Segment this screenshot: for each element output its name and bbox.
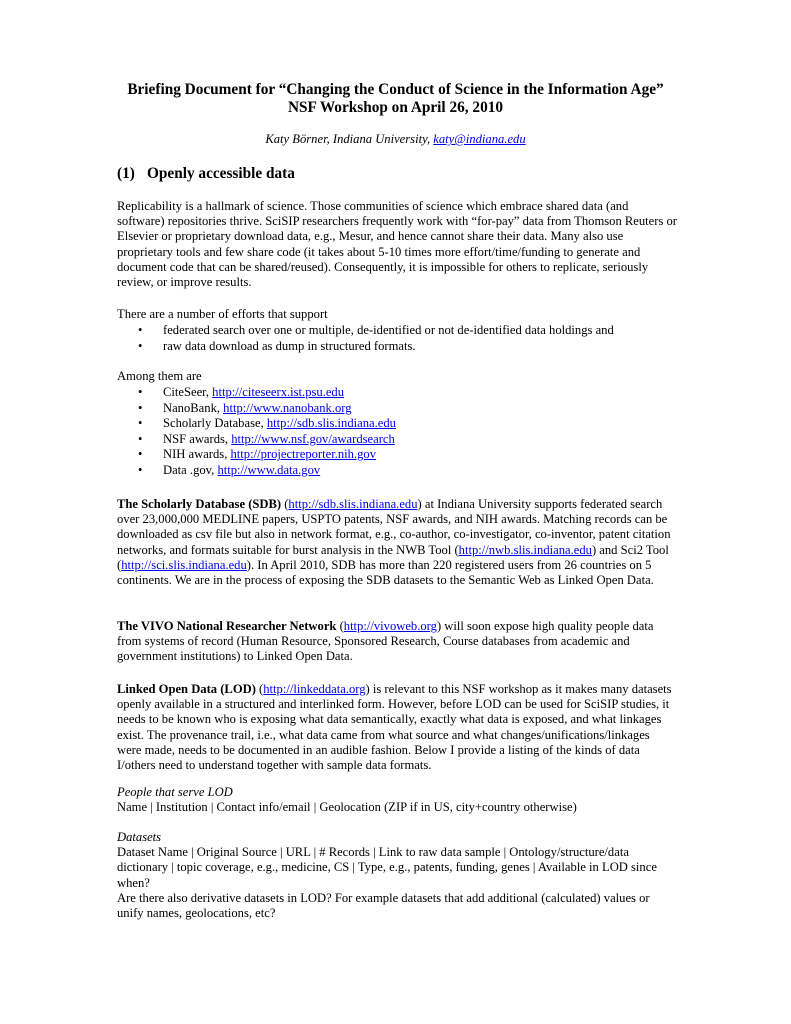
efforts-list bbox=[138, 323, 614, 354]
datasets-fields: Dataset Name | Original Source | URL | # Records | Link to raw data sample | Ontology/structure/data dictionary | topic coverage, e.g., medicine, CS | Type, e.g., patents, funding, genes | Available in LOD since when? bbox=[117, 845, 657, 890]
vivo-title: The VIVO National Researcher Network bbox=[117, 619, 337, 633]
resource-label: CiteSeer, bbox=[163, 385, 213, 399]
list-item: • federated search over one or multiple, de-identified or not de-identified data holdings and bbox=[138, 323, 614, 339]
resource-label: Scholarly Database, bbox=[163, 416, 267, 431]
resource-label: NanoBank, bbox=[163, 400, 224, 415]
lod-text: ) is relevant to this NSF workshop as it makes many datasets openly available in a structured and interlinked form. However, before LOD can be used for SciSIP studies, it needs to be known who is exposing what data semantically, exactly what data is exposed, and what linkages exist. The provenance trail, i.e., what data came from what source and what changes/unifications/linkages were made, needs to be documented in an audible fashion. Below I provide a listing of the kinds of data I/others need to understand together with sample data formats. bbox=[117, 682, 672, 773]
section-title: Openly accessible data bbox=[147, 165, 295, 182]
list-item: • raw data download as dump in structured formats. bbox=[138, 339, 614, 355]
lod-paragraph bbox=[117, 682, 677, 773]
data-gov-link[interactable]: http://www.data.gov bbox=[217, 462, 321, 477]
sdb-title: The Scholarly Database (SDB) bbox=[117, 497, 282, 511]
paren: ( bbox=[255, 682, 264, 696]
replicability-paragraph bbox=[117, 199, 677, 290]
vivo-paragraph bbox=[117, 619, 677, 665]
datasets-section bbox=[117, 830, 677, 921]
paren: ( bbox=[336, 619, 344, 633]
replicability-text: Replicability is a hallmark of science. Those communities of science which embrace shared data (and software) repositories thrive. SciSIP researchers frequently work with “for-pay” data from Thomson Reuters or Elsevier or proprietary download data, e.g., Mesur, and hence cannot share their data. Many also use proprietary tools and few share code (it takes about 5-10 times more effort/time/funding to generate and document code that can be shared/reused). Consequently, it is impossible for others to replicate, seriously review, or improve results. bbox=[117, 199, 677, 290]
vivo-link[interactable]: http://vivoweb.org bbox=[343, 619, 437, 633]
lod-title: Linked Open Data (LOD) bbox=[117, 682, 256, 696]
list-item bbox=[138, 416, 396, 432]
list-item bbox=[138, 447, 396, 463]
resource-list bbox=[138, 385, 396, 479]
among-intro: Among them are bbox=[117, 369, 202, 383]
resource-label: Data .gov, bbox=[163, 462, 218, 477]
sdb-text: ) at Indiana University supports federated search over 23,000,000 MEDLINE papers, USPTO patents, NSF awards, and NIH awards. Matching records can be downloaded as csv file but also in network format, e.g., co-author, co-investigator, co-inventor, patent citation networks, and formats suitable for burst analysis in the NWB Tool ( bbox=[117, 497, 671, 557]
efforts-intro: There are a number of efforts that support bbox=[117, 307, 328, 321]
people-fields: Name | Institution | Contact info/email | Geolocation (ZIP if in US, city+country otherwise) bbox=[117, 800, 577, 815]
list-item bbox=[138, 385, 396, 401]
people-section bbox=[117, 785, 677, 815]
author-line bbox=[0, 131, 791, 147]
citeseer-link[interactable]: http://citeseerx.ist.psu.edu bbox=[212, 385, 345, 399]
resource-label: NSF awards, bbox=[163, 431, 232, 446]
datasets-question: Are there also derivative datasets in LOD? For example datasets that add additional (calculated) values or unify names, geolocations, etc? bbox=[117, 890, 650, 921]
section-number: (1) bbox=[117, 165, 135, 182]
sdb-paragraph bbox=[117, 497, 677, 588]
author-name: Katy Börner, Indiana University, bbox=[265, 132, 434, 146]
vivo-text: ) will soon expose high quality people data from systems of record (Human Resource, Sponsored Research, Course databases from academic and government institutions) to Linked Open Data. bbox=[117, 619, 654, 664]
sdb-text: ). In April 2010, SDB has more than 220 registered users from 26 countries on 5 continents. We are in the process of exposing the SDB datasets to the Semantic Web as Linked Open Data. bbox=[117, 557, 654, 588]
section-heading bbox=[117, 165, 295, 183]
sdb-link[interactable]: http://sdb.slis.indiana.edu bbox=[266, 416, 396, 431]
sdb-url-link[interactable]: http://sdb.slis.indiana.edu bbox=[288, 497, 418, 511]
document-title-line-2: NSF Workshop on April 26, 2010 bbox=[287, 99, 504, 116]
list-item bbox=[138, 401, 396, 417]
resource-label: NIH awards, bbox=[163, 447, 231, 462]
linkeddata-link[interactable]: http://linkeddata.org bbox=[263, 682, 366, 696]
nwb-link[interactable]: http://nwb.slis.indiana.edu bbox=[458, 542, 592, 557]
people-heading: People that serve LOD bbox=[117, 785, 233, 799]
author-email-link[interactable]: katy@indiana.edu bbox=[433, 132, 526, 146]
document-title-line-1: Briefing Document for “Changing the Conduct of Science in the Information Age” bbox=[127, 81, 664, 98]
sci2-link[interactable]: http://sci.slis.indiana.edu bbox=[121, 557, 247, 572]
nanobank-link[interactable]: http://www.nanobank.org bbox=[223, 400, 352, 415]
sdb-text: ) and Sci2 Tool ( bbox=[117, 542, 669, 572]
nih-awards-link[interactable]: http://projectreporter.nih.gov bbox=[230, 447, 376, 462]
nsf-awards-link[interactable]: http://www.nsf.gov/awardsearch bbox=[231, 431, 395, 446]
datasets-heading: Datasets bbox=[117, 830, 162, 844]
paren: ( bbox=[281, 497, 289, 511]
list-item bbox=[138, 463, 396, 479]
list-item bbox=[138, 432, 396, 448]
